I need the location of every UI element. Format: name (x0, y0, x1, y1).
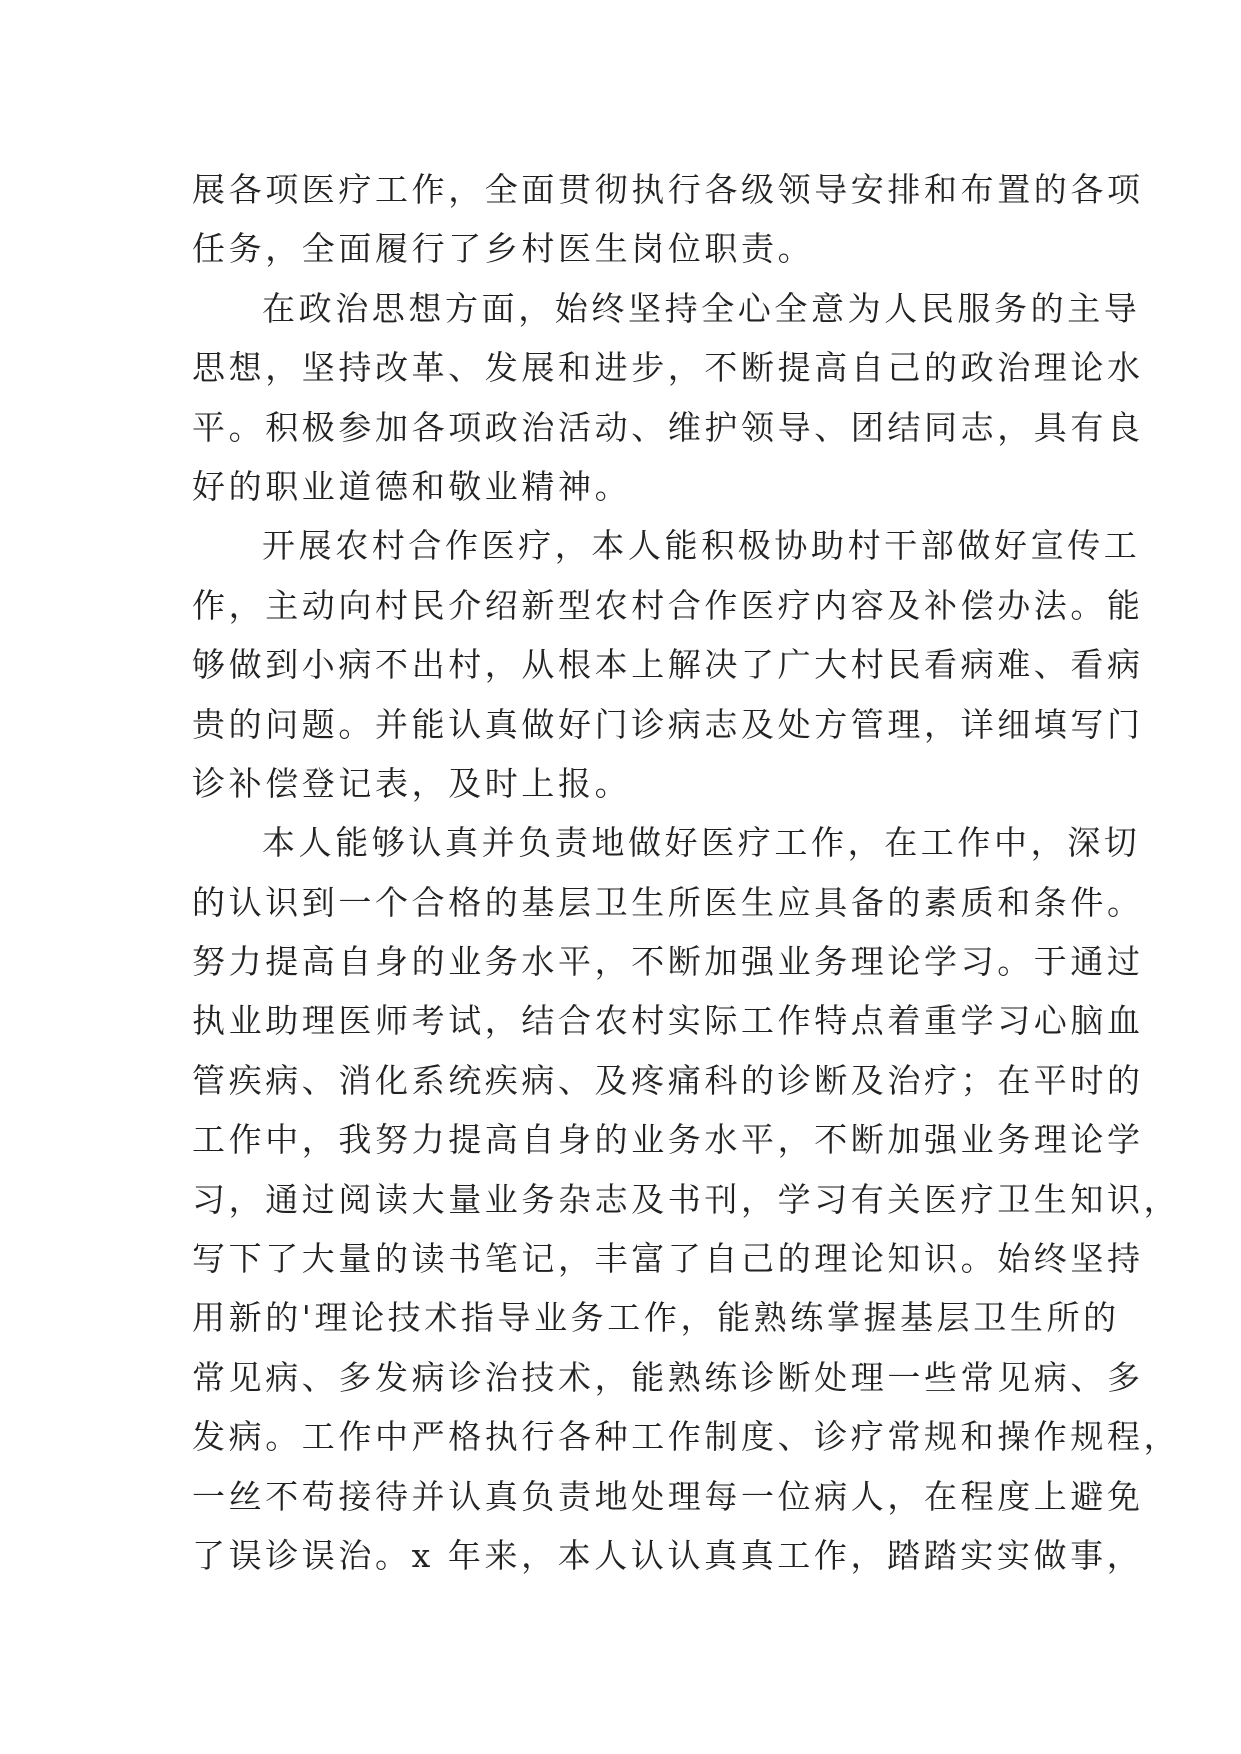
text-line: 好的职业道德和敬业精神。 (192, 466, 632, 506)
text-line: 了误诊误治。x 年来，本人认认真真工作，踏踏实实做事， (192, 1535, 1144, 1575)
text-line: 贵的问题。并能认真做好门诊病志及处方管理，详细填写门 (192, 704, 1144, 744)
text-line: 写下了大量的读书笔记，丰富了自己的理论知识。始终坚持 (192, 1239, 1144, 1279)
text-line: 平。积极参加各项政治活动、维护领导、团结同志，具有良 (192, 407, 1144, 447)
text-line: 发病。工作中严格执行各种工作制度、诊疗常规和操作规程， (192, 1417, 1181, 1457)
text-line: 展各项医疗工作，全面贯彻执行各级领导安排和布置的各项 (192, 170, 1144, 209)
text-line: 管疾病、消化系统疾病、及疼痛科的诊断及治疗；在平时的 (192, 1060, 1144, 1100)
text-line: 一丝不苟接待并认真负责地处理每一位病人，在程度上避免 (192, 1476, 1144, 1516)
paragraph-start-line: 在政治思想方面，始终坚持全心全意为人民服务的主导 (262, 288, 1141, 328)
text-line: 用新的'理论技术指导业务工作，能熟练掌握基层卫生所的 (192, 1298, 1120, 1338)
text-line: 习，通过阅读大量业务杂志及书刊，学习有关医疗卫生知识， (192, 1179, 1181, 1219)
text-line: 够做到小病不出村，从根本上解决了广大村民看病难、看病 (192, 645, 1144, 685)
paragraph-start-line: 开展农村合作医疗，本人能积极协助村干部做好宣传工 (262, 526, 1141, 566)
text-line: 的认识到一个合格的基层卫生所医生应具备的素质和条件。 (192, 882, 1144, 922)
text-line: 工作中，我努力提高自身的业务水平，不断加强业务理论学 (192, 1120, 1144, 1160)
text-line: 诊补偿登记表，及时上报。 (192, 763, 632, 803)
text-line: 思想，坚持改革、发展和进步，不断提高自己的政治理论水 (192, 348, 1144, 388)
body-text (192, 160, 1181, 1585)
text-line: 任务，全面履行了乡村医生岗位职责。 (192, 229, 815, 269)
text-line: 执业助理医师考试，结合农村实际工作特点着重学习心脑血 (192, 1001, 1144, 1041)
paragraph-start-line: 本人能够认真并负责地做好医疗工作，在工作中，深切 (262, 823, 1141, 863)
text-line: 常见病、多发病诊治技术，能熟练诊断处理一些常见病、多 (192, 1357, 1144, 1397)
text-line: 努力提高自身的业务水平，不断加强业务理论学习。于通过 (192, 942, 1144, 982)
text-line: 作，主动向村民介绍新型农村合作医疗内容及补偿办法。能 (192, 585, 1144, 625)
